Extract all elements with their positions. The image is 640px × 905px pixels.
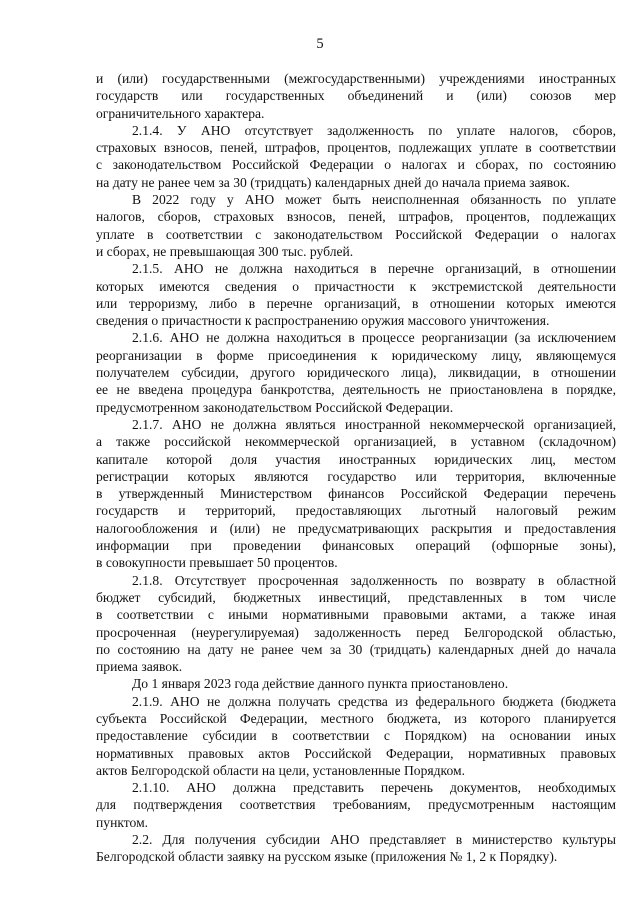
- text-line: До 1 января 2023 года действие данного пункта приостановлено.: [132, 676, 509, 692]
- text-line: бюджет субсидий, бюджетных инвестиций, представленных в том числе: [96, 589, 616, 605]
- text-line: на дату не ранее чем за 30 (тридцать) календарных дней до начала приема заявок.: [96, 174, 570, 190]
- text-line: государств и территорий, предоставляющих льготный налоговый режим: [96, 503, 616, 519]
- text-line: в утвержденный Министерством финансов Российской Федерации перечень: [96, 486, 616, 502]
- document-body: [96, 70, 616, 866]
- text-line: ограничительного характера.: [96, 105, 265, 121]
- text-line: 2.2. Для получения субсидии АНО представляет в министерство культуры: [132, 832, 616, 848]
- text-line: которых имеются сведения о причастности к экстремистской деятельности: [96, 278, 616, 294]
- text-line: 2.1.6. АНО не должна находиться в процессе реорганизации (за исключением: [132, 330, 616, 346]
- text-line: приема заявок.: [96, 659, 183, 675]
- text-line: актов Белгородской области на цели, установленные Порядком.: [96, 762, 465, 778]
- text-line: сведения о причастности к распространению оружия массового уничтожения.: [96, 313, 550, 329]
- text-line: 2.1.10. АНО должна представить перечень документов, необходимых: [132, 780, 616, 796]
- page-number: 5: [316, 36, 324, 52]
- text-line: реорганизации в форме присоединения к юридическому лицу, являющемуся: [96, 347, 616, 363]
- text-line: капитале которой доля участия иностранных юридических лиц, местом: [96, 451, 616, 467]
- text-line: получателем субсидии, другого юридического лица), ликвидации, в отношении: [96, 365, 616, 381]
- text-line: В 2022 году у АНО может быть неисполненная обязанность по уплате: [132, 192, 616, 208]
- text-line: субъекта Российской Федерации, местного бюджета, из которого планируется: [96, 710, 616, 726]
- text-line: а также российской некоммерческой организацией, в уставном (складочном): [96, 434, 616, 450]
- text-line: или терроризму, либо в перечне организаций, в отношении которых имеются: [96, 295, 616, 311]
- text-line: в совокупности превышает 50 процентов.: [96, 555, 338, 571]
- text-line: и (или) государственными (межгосударственными) учреждениями иностранных: [96, 71, 616, 86]
- text-line: 2.1.4. У АНО отсутствует задолженность по уплате налогов, сборов,: [132, 122, 616, 138]
- text-line: предоставление субсидии в соответствии с Порядком) на основании иных: [96, 728, 616, 744]
- text-line: пунктом.: [96, 814, 149, 830]
- text-line: 2.1.5. АНО не должна находиться в перечне организаций, в отношении: [132, 261, 616, 277]
- text-line: для подтверждения соответствия требованиям, предусмотренным настоящим: [96, 797, 616, 813]
- text-line: регистрации которых являются государство или территория, включенные: [96, 468, 616, 484]
- text-line: просроченная (неурегулируемая) задолженность перед Белгородской областью,: [96, 624, 616, 640]
- text-line: государств или государственных объединений и (или) союзов мер: [96, 88, 616, 104]
- text-line: и сборах, не превышающая 300 тыс. рублей.: [96, 243, 354, 259]
- text-line: 2.1.8. Отсутствует просроченная задолженность по возврату в областной: [132, 572, 616, 588]
- text-line: 2.1.9. АНО не должна получать средства из федерального бюджета (бюджета: [132, 693, 616, 709]
- text-line: страховых взносов, пеней, штрафов, процентов, подлежащих уплате в соответствии: [96, 140, 616, 156]
- text-line: информации при проведении финансовых операций (офшорные зоны),: [96, 538, 616, 554]
- text-line: Белгородской области заявку на русском языке (приложения № 1, 2 к Порядку).: [96, 849, 558, 865]
- text-line: налогообложения и (или) не предусматривающих раскрытия и предоставления: [96, 520, 616, 536]
- text-line: ее не введена процедура банкротства, деятельность не приостановлена в порядке,: [96, 382, 616, 398]
- text-line: с законодательством Российской Федерации о налогах и сборах, по состоянию: [96, 157, 616, 173]
- text-line: налогов, сборов, страховых взносов, пеней, штрафов, процентов, подлежащих: [96, 209, 616, 225]
- text-line: уплате в соответствии с законодательством Российской Федерации о налогах: [96, 226, 616, 242]
- text-line: предусмотренном законодательством Российской Федерации.: [96, 399, 454, 415]
- text-line: по состоянию на дату не ранее чем за 30 (тридцать) календарных дней до начала: [96, 641, 616, 657]
- text-line: 2.1.7. АНО не должна являться иностранной некоммерческой организацией,: [132, 416, 616, 432]
- text-line: нормативных правовых актов Российской Федерации, нормативных правовых: [96, 745, 616, 761]
- text-line: в соответствии с иными нормативными правовыми актами, а также иная: [96, 607, 616, 623]
